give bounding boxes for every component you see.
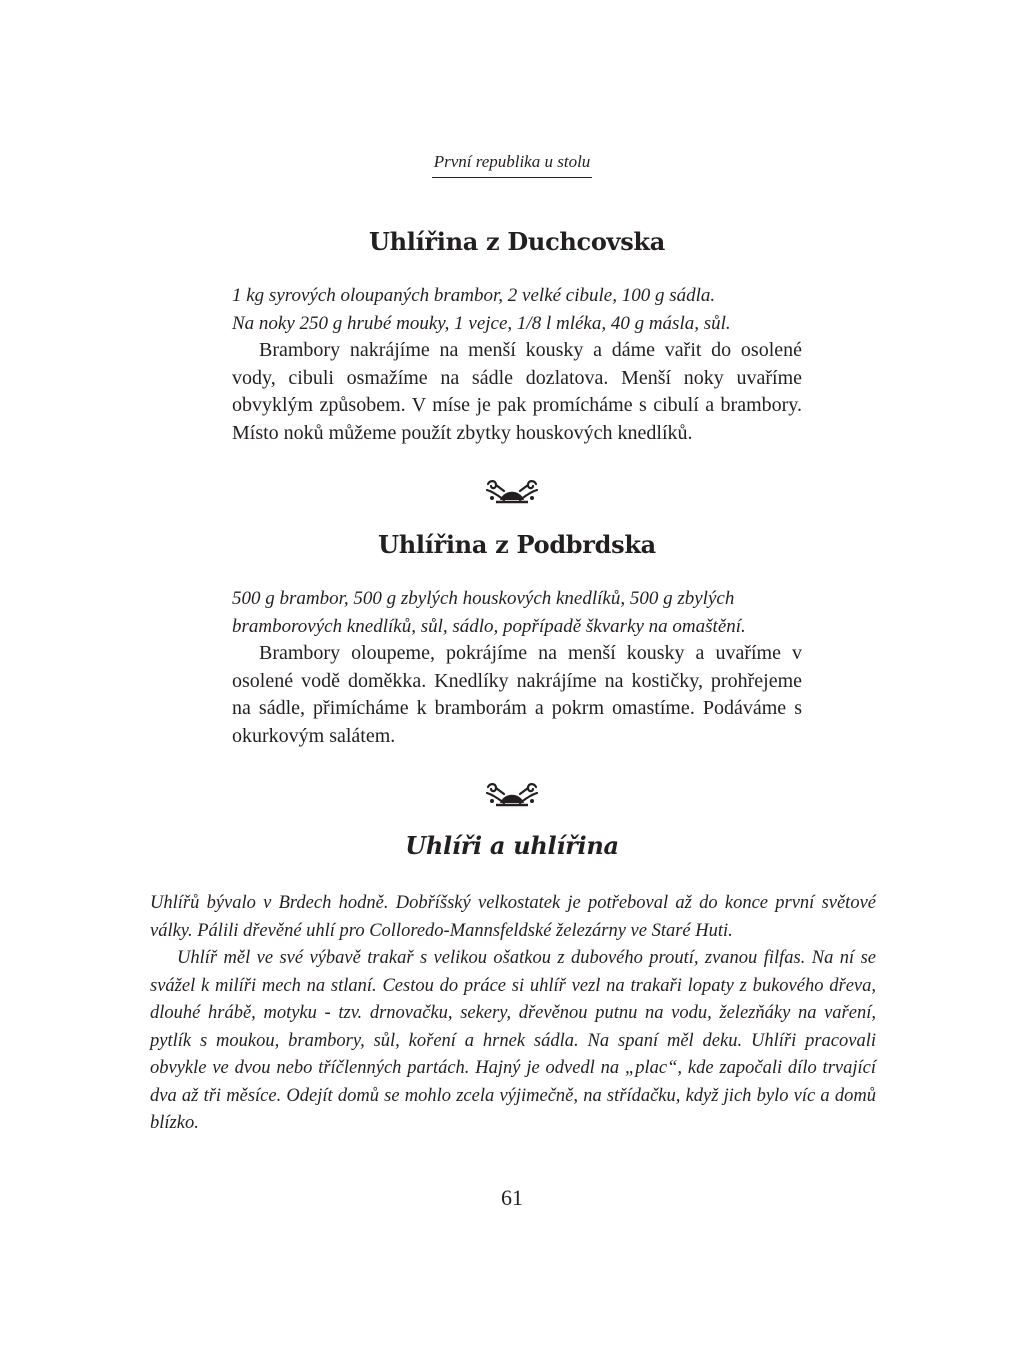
running-head bbox=[0, 150, 1024, 178]
recipe-method: Brambory nakrájíme na menší kousky a dáme vařit do osolené vody, cibuli osmažíme na sádle dozlatova. Menší noky uvaříme obvyklým způsobem. V míse je pak promícháme s cibulí a brambory. Místo noků můžeme použít zbytky houskových knedlíků. bbox=[232, 339, 802, 444]
recipe-uhlirina-duchcovska bbox=[232, 226, 802, 447]
recipe-method: Brambory oloupeme, pokrájíme na menší kousky a uvaříme v osolené vodě doměkka. Knedlíky nakrájíme na kostičky, prohřejeme na sádle, přimícháme k bramborám a pokrm omastíme. Podáváme s okurkovým salátem. bbox=[232, 642, 802, 747]
essay-title: Uhlíři a uhlířina bbox=[405, 831, 619, 860]
recipe-title: Uhlířina z Podbrdska bbox=[378, 530, 656, 559]
essay-paragraph: Uhlířů bývalo v Brdech hodně. Dobříšský velkostatek je potřeboval až do konce první světové války. Pálili dřevěné uhlí pro Colloredo-Mannsfeldské železárny ve Staré Huti. bbox=[150, 893, 876, 941]
essay-paragraph: Uhlíř měl ve své výbavě trakař s velikou ošatkou z dubového proutí, zvanou filfas. Na ní se svážel k milíři mech na stlaní. Cestou do práce si uhlíř vezl na trakaři lopaty z bukového dřeva, dlouhé hrábě, motyku - tzv. drnovačku, sekery, dřevěnou putnu na vodu, železňáky na vaření, pytlík s moukou, brambory, sůl, koření a hrnek sádla. Na spaní měl deku. Uhlíři pracovali obvykle ve dvou nebo tříčlenných partách. Hajný je odvedl na „plac“, kde započali dílo trvající dva až tři měsíce. Odejít domů se mohlo zcela výjimečně, na střídačku, když jich bylo víc a domů blízko. bbox=[150, 948, 876, 1133]
page-number: 61 bbox=[501, 1185, 523, 1210]
ingredients-line: 1 kg syrových oloupaných brambor, 2 velké cibule, 100 g sádla. bbox=[232, 285, 716, 306]
recipe-ingredients: 500 g brambor, 500 g zbylých houskových knedlíků, 500 g zbylých bramborových knedlíků, sůl, sádlo, popřípadě škvarky na omaštění. bbox=[232, 588, 746, 637]
recipe-uhlirina-podbrdska bbox=[232, 529, 802, 750]
recipe-ingredients bbox=[232, 282, 802, 337]
essay-body bbox=[150, 890, 876, 1138]
ingredients-line: Na noky 250 g hrubé mouky, 1 vejce, 1/8 l mléka, 40 g másla, sůl. bbox=[232, 312, 731, 334]
recipe-title: Uhlířina z Duchcovska bbox=[369, 227, 665, 256]
ornament-icon bbox=[484, 781, 540, 807]
ornament-icon bbox=[484, 478, 540, 504]
running-head-title: První republika u stolu bbox=[432, 150, 593, 178]
